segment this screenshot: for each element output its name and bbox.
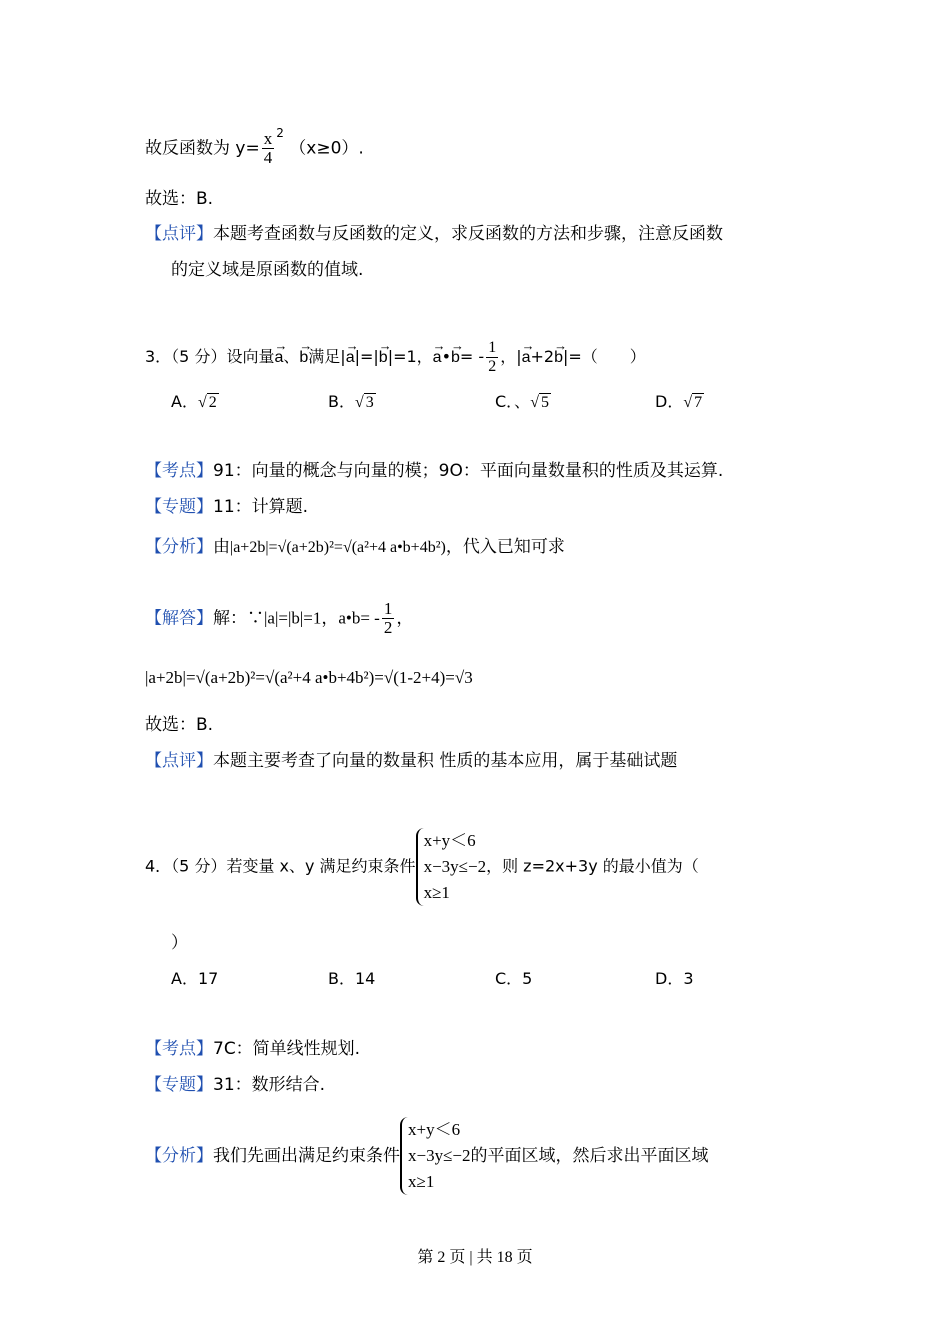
vector-b: → b [451,338,460,370]
comment-text: 本题主要考查了向量的数量积 性质的基本应用，属于基础试题 [213,751,678,771]
domain-condition: （x≥0）. [289,138,364,159]
vector-b: → b [299,338,308,370]
comment-tag: 【点评】 [145,751,213,771]
jieda-tag: 【解答】 [145,608,213,629]
kaodian-text: 91：向量的概念与向量的模；9O：平面向量数量积的性质及其运算. [213,461,724,481]
fenxi-formula: |a+2b|=√(a+2b)²=√(a²+4 a•b+4b²) [230,539,446,556]
fenxi-suffix: ，代入已知可求 [445,537,565,557]
q3-answer-line: 故选：B. [145,715,214,735]
result-prefix: 故反函数为 y= [145,138,260,159]
fraction-one-half [486,339,498,376]
radicand: 3 [365,394,374,411]
option-d [655,391,704,414]
vector-a: → a [433,338,442,370]
option-b: B．14 [328,969,376,988]
frac-den: 2 [383,618,393,637]
q3-eq3: = - [459,347,485,366]
kaodian-tag: 【考点】 [145,461,213,481]
vector-b: → b [554,338,563,370]
comment-text: 本题考查函数与反函数的定义，求反函数的方法和步骤，注意反函数 [213,224,723,244]
q3-mid: 满足| [308,347,346,366]
zhuanti-text: 31：数形结合. [213,1075,326,1095]
constraint-2: x−3y≤−2 [423,857,487,876]
radicand: 2 [208,394,217,411]
zhuanti-text: 11：计算题. [213,497,309,517]
option-b [328,391,376,414]
q3-solution-formula: |a+2b|=√(a+2b)²=√(a²+4 a•b+4b²)=√(1-2+4)=√3 [145,668,473,687]
q4-fenxi-line [145,1117,709,1195]
inverse-function-result [145,125,364,167]
q3-plus2: +2 [530,347,555,366]
option-a [171,391,219,414]
page-footer: 第 2 页 | 共 18 页 [417,1249,533,1266]
sqrt-expression: √ 3 [354,394,374,411]
jieda-text: 解：∵|a|=|b|=1，a•b= - [213,608,380,628]
constraint-1: x+y＜6 [408,1120,461,1139]
frac-den: 4 [263,148,273,167]
option-letter: D． [655,392,684,411]
frac-num: 1 [383,599,393,618]
zhuanti-tag: 【专题】 [145,497,213,517]
q3-tail1: ，| [500,347,522,366]
q3-jieda-line [145,600,413,637]
fraction-one-half [382,600,395,637]
constraint-3: x≥1 [423,883,450,902]
frac-den: 2 [488,358,497,375]
frac-num: x [263,129,273,148]
constraint-system [416,828,487,906]
zhuanti-tag: 【专题】 [145,1075,213,1095]
q3-zhuanti-line [145,495,308,519]
option-letter: A． [171,392,198,411]
sqrt-expression: √ 5 [530,394,549,411]
comment-line-1 [145,222,723,246]
fenxi-tag: 【分析】 [145,1146,213,1166]
exponent: 2 [276,125,284,140]
constraint-2: x−3y≤−2 [408,1146,471,1165]
option-c [495,391,551,414]
question-3-stem [145,338,646,376]
radicand: 5 [540,394,549,411]
answer-choice-line: 故选：B. [145,189,214,209]
option-d: D．3 [655,969,694,988]
constraint-1: x+y＜6 [423,831,476,850]
q3-comment-line [145,749,677,773]
q4-zhuanti-line [145,1073,325,1097]
q4-close-paren: ） [171,933,188,953]
fenxi-prefix: 我们先画出满足约束条件 [213,1146,400,1166]
q3-sep: 、 [283,347,300,366]
radicand: 7 [694,394,703,411]
option-letter: C．、 [495,392,531,411]
sqrt-expression: √ 2 [197,394,217,411]
fenxi-prefix: 由 [213,537,230,557]
vector-b: → b [379,338,388,370]
q4-kaodian-line [145,1037,360,1061]
constraint-3: x≥1 [408,1172,435,1191]
fenxi-suffix: 的平面区域，然后求出平面区域 [470,1146,709,1166]
q3-eq2: |=1， [387,347,433,366]
fenxi-tag: 【分析】 [145,537,213,557]
dot-product-symbol: • [441,347,452,366]
question-4-stem [145,828,699,906]
q3-tail2: |=（ ） [563,347,646,366]
comma: ， [396,608,414,629]
vector-a: → a [522,338,531,370]
q3-eq1: |=| [354,347,379,366]
option-a: A．17 [171,969,219,988]
option-c: C．5 [495,969,533,988]
q3-number: 3．（5 分）设向量 [145,347,275,366]
option-letter: B． [328,392,355,411]
comment-tag: 【点评】 [145,224,213,244]
constraint-system [400,1117,471,1195]
fraction-x-over-4 [262,130,275,167]
kaodian-text: 7C：简单线性规划. [213,1039,361,1059]
frac-num: 1 [488,339,497,356]
vector-a: → a [346,338,355,370]
q4-prefix: 4．（5 分）若变量 x、y 满足约束条件 [145,856,416,876]
sqrt-expression: √ 7 [683,394,703,411]
kaodian-tag: 【考点】 [145,1039,213,1059]
q3-fenxi-line [145,535,565,560]
vector-a: → a [274,338,283,370]
comment-line-2: 的定义域是原函数的值域. [171,260,364,280]
q3-kaodian-line [145,459,723,483]
q4-suffix: ，则 z=2x+3y 的最小值为（ [486,856,699,876]
